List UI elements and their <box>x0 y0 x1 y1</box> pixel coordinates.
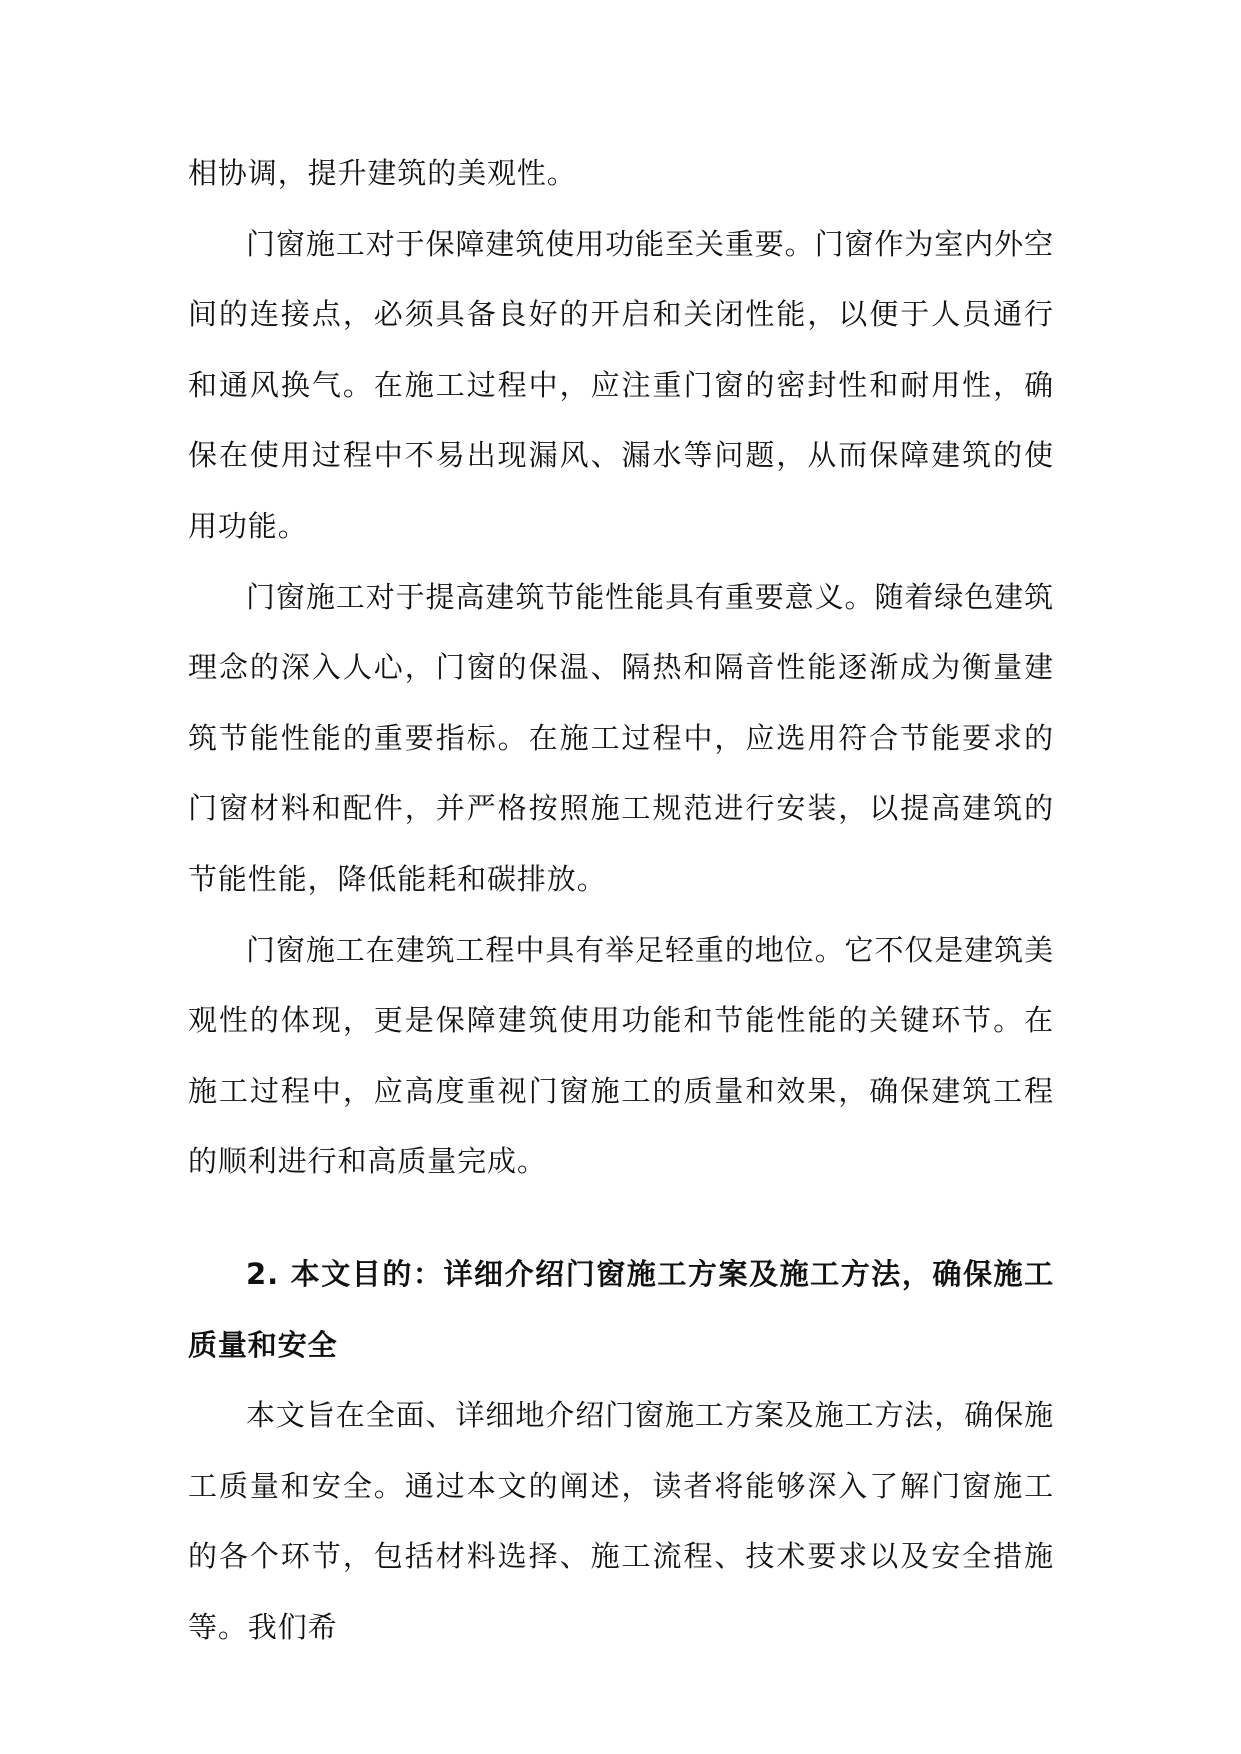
section-heading: 2. 本文目的：详细介绍门窗施工方案及施工方法，确保施工质量和安全 <box>188 1256 1054 1362</box>
paragraph-importance: 门窗施工在建筑工程中具有举足轻重的地位。它不仅是建筑美观性的体现，更是保障建筑使用功能和节能性能的关键环节。在施工过程中，应高度重视门窗施工的质量和效果，确保建筑工程的顺利进行和高质量完成。 <box>188 932 1054 1179</box>
paragraph-purpose: 本文旨在全面、详细地介绍门窗施工方案及施工方法，确保施工质量和安全。通过本文的阐述，读者将能够深入了解门窗施工的各个环节，包括材料选择、施工流程、技术要求以及安全措施等。我们希 <box>188 1398 1054 1644</box>
document-body <box>188 138 1054 1662</box>
paragraph-continuation: 相协调，提升建筑的美观性。 <box>188 156 577 190</box>
paragraph-usage-function: 门窗施工对于保障建筑使用功能至关重要。门窗作为室内外空间的连接点，必须具备良好的开启和关闭性能，以便于人员通行和通风换气。在施工过程中，应注重门窗的密封性和耐用性，确保在使用过程中不易出现漏风、漏水等问题，从而保障建筑的使用功能。 <box>188 226 1054 543</box>
paragraph-energy-saving: 门窗施工对于提高建筑节能性能具有重要意义。随着绿色建筑理念的深入人心，门窗的保温、隔热和隔音性能逐渐成为衡量建筑节能性能的重要指标。在施工过程中，应选用符合节能要求的门窗材料和配件，并严格按照施工规范进行安装，以提高建筑的节能性能，降低能耗和碳排放。 <box>188 579 1054 896</box>
